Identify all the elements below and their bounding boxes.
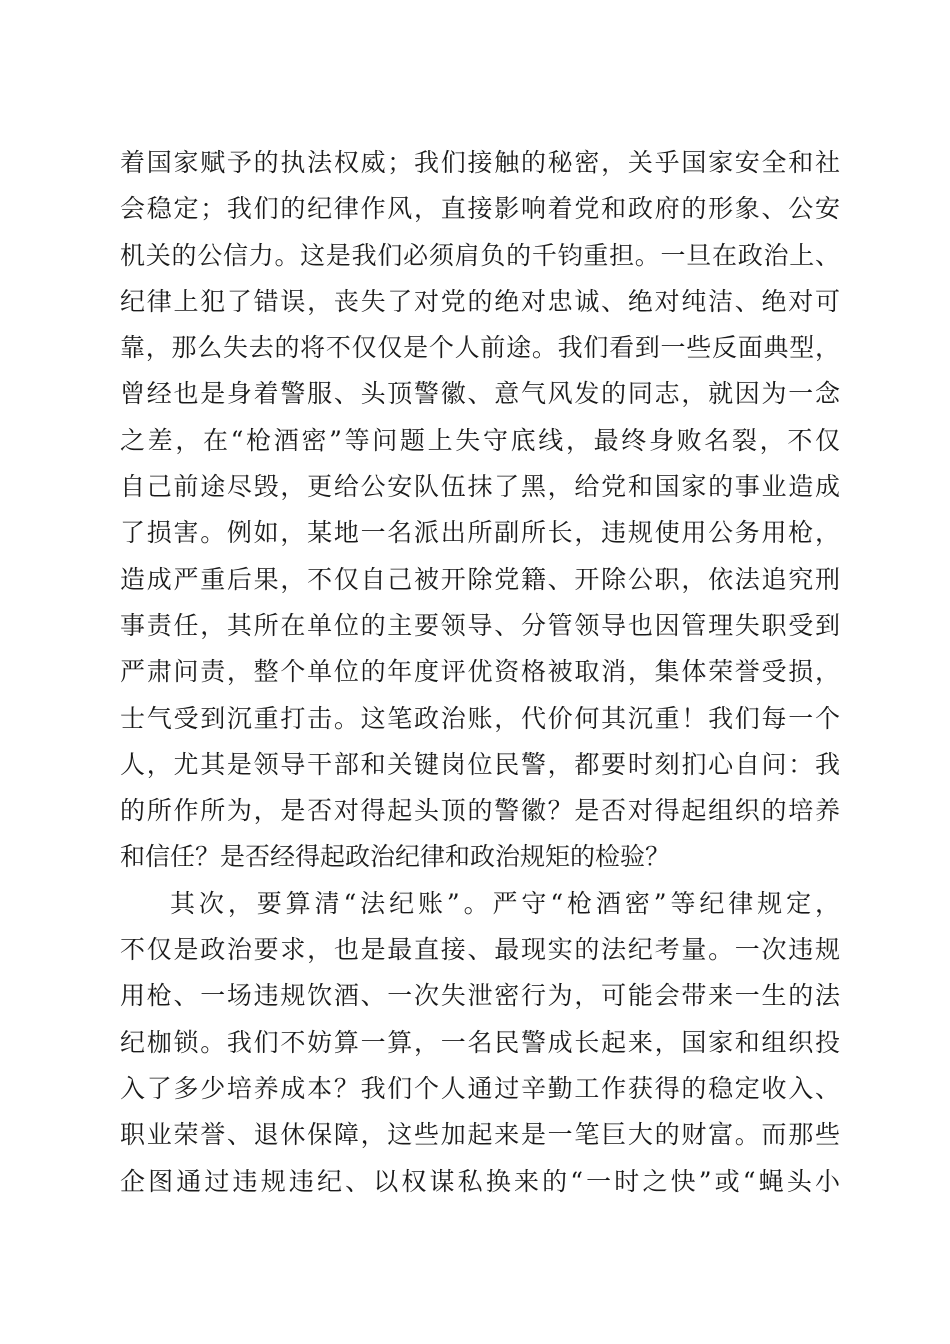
paragraph-end-line: 和信任？是否经得起政治纪律和政治规矩的检验？ — [120, 842, 671, 872]
text-line: 之差，在“枪酒密”等问题上失守底线，最终身败名裂，不仅 — [120, 425, 840, 455]
text-line: 着国家赋予的执法权威；我们接触的秘密，关乎国家安全和社 — [120, 148, 840, 177]
paragraph-start-line: 其次，要算清“法纪账”。严守“枪酒密”等纪律规定， — [170, 888, 840, 918]
text-line: 造成严重后果，不仅自己被开除党籍、开除公职，依法追究刑 — [120, 564, 840, 594]
text-line: 士气受到沉重打击。这笔政治账，代价何其沉重！我们每一个 — [120, 703, 840, 733]
text-line: 入了多少培养成本？我们个人通过辛勤工作获得的稳定收入、 — [120, 1073, 840, 1103]
text-line: 事责任，其所在单位的主要领导、分管领导也因管理失职受到 — [120, 610, 840, 640]
text-line: 严肃问责，整个单位的年度评优资格被取消，集体荣誉受损， — [120, 657, 840, 687]
text-line: 的所作所为，是否对得起头顶的警徽？是否对得起组织的培养 — [120, 796, 840, 826]
text-line: 企图通过违规违纪、以权谋私换来的“一时之快”或“蝇头小 — [120, 1166, 840, 1196]
body-text — [120, 140, 840, 1205]
text-line: 用枪、一场违规饮酒、一次失泄密行为，可能会带来一生的法 — [120, 981, 840, 1011]
text-line: 自己前途尽毁，更给公安队伍抹了黑，给党和国家的事业造成 — [120, 472, 840, 502]
text-line: 曾经也是身着警服、头顶警徽、意气风发的同志，就因为一念 — [120, 379, 840, 409]
text-line: 纪枷锁。我们不妨算一算，一名民警成长起来，国家和组织投 — [120, 1027, 840, 1057]
text-line: 了损害。例如，某地一名派出所副所长，违规使用公务用枪， — [120, 518, 840, 548]
text-line: 机关的公信力。这是我们必须肩负的千钧重担。一旦在政治上、 — [120, 240, 840, 270]
text-line: 会稳定；我们的纪律作风，直接影响着党和政府的形象、公安 — [120, 194, 840, 224]
text-line: 人，尤其是领导干部和关键岗位民警，都要时刻扪心自问：我 — [120, 749, 840, 779]
text-line: 职业荣誉、退休保障，这些加起来是一笔巨大的财富。而那些 — [120, 1120, 840, 1150]
text-line: 纪律上犯了错误，丧失了对党的绝对忠诚、绝对纯洁、绝对可 — [120, 286, 840, 316]
text-line: 不仅是政治要求，也是最直接、最现实的法纪考量。一次违规 — [120, 935, 840, 965]
text-line: 靠，那么失去的将不仅仅是个人前途。我们看到一些反面典型， — [120, 333, 840, 363]
